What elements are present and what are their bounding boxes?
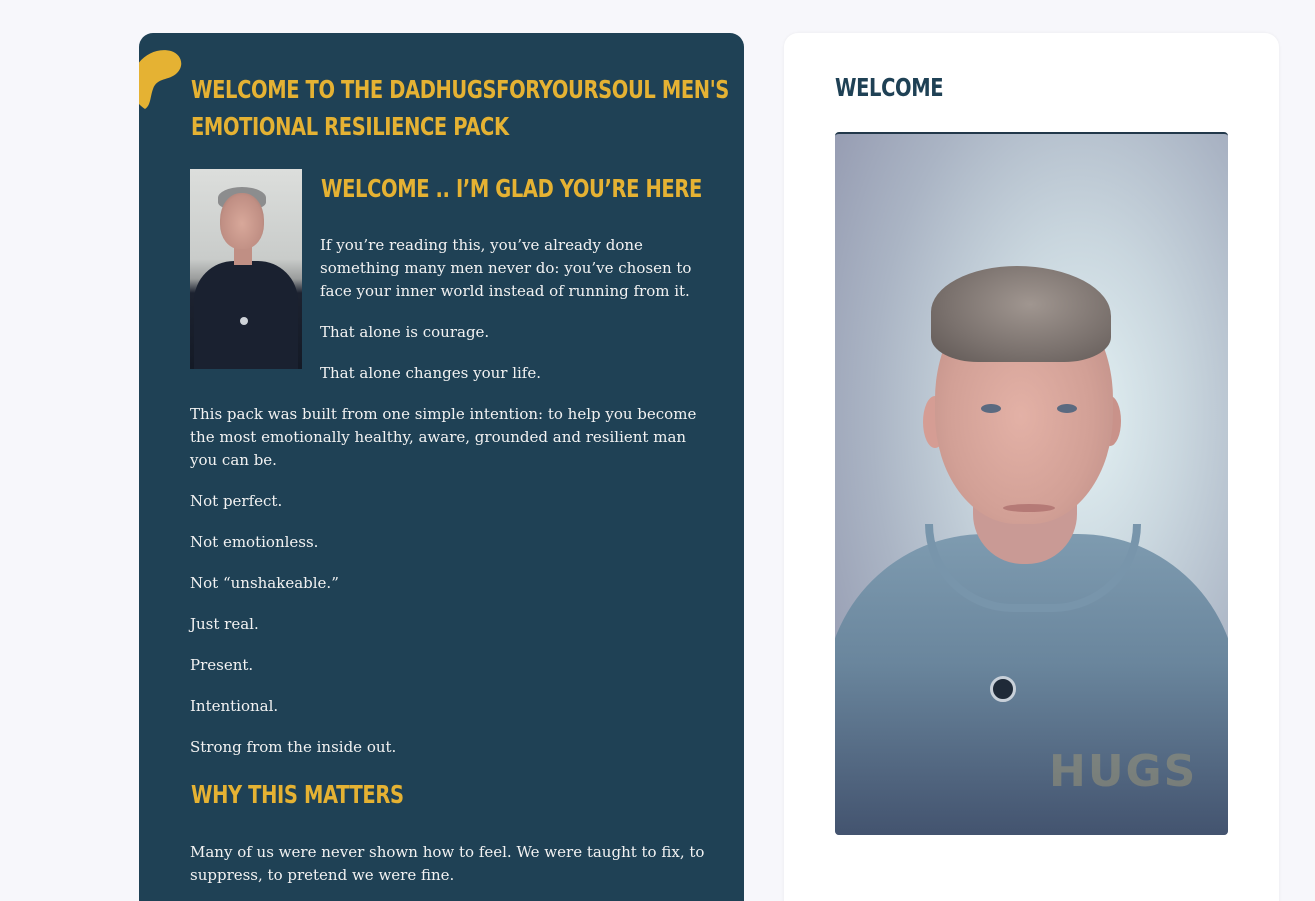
section-heading-why: WHY THIS MATTERS	[191, 780, 404, 809]
short-line: Not “unshakeable.”	[190, 574, 339, 592]
page-title-line-1: WELCOME TO THE DADHUGSFORYOURSOUL MEN'S	[191, 75, 729, 104]
pack-line: This pack was built from one simple intention: to help you become	[190, 405, 697, 423]
short-line: Not perfect.	[190, 492, 283, 510]
courage-line: That alone is courage.	[320, 323, 490, 341]
changes-line: That alone changes your life.	[320, 364, 541, 382]
why-line: Many of us were never shown how to feel. We were taught to fix, to	[190, 843, 705, 861]
decorative-blob-icon	[139, 47, 183, 109]
welcome-video-card	[784, 33, 1279, 901]
short-line: Strong from the inside out.	[190, 738, 397, 756]
shirt-print: HUGS	[1049, 746, 1198, 797]
shirt-badge-icon	[990, 676, 1016, 702]
page-title-line-2: EMOTIONAL RESILIENCE PACK	[191, 112, 509, 141]
why-paragraph	[190, 841, 704, 887]
short-line: Present.	[190, 656, 254, 674]
intro-line: If you’re reading this, you’ve already done	[320, 236, 643, 254]
section-heading-welcome: WELCOME .. I’M GLAD YOU’RE HERE	[321, 174, 702, 203]
welcome-text-panel	[139, 33, 744, 901]
why-line: suppress, to pretend we were fine.	[190, 866, 455, 884]
intro-line: something many men never do: you’ve chosen to	[320, 259, 692, 277]
intro-paragraph	[320, 234, 691, 303]
page-title	[191, 71, 729, 145]
short-line: Not emotionless.	[190, 533, 319, 551]
author-portrait	[190, 169, 302, 369]
video-card-title: WELCOME	[835, 73, 944, 102]
intro-line: face your inner world instead of running from it.	[320, 282, 690, 300]
short-line: Intentional.	[190, 697, 279, 715]
pack-intention-paragraph	[190, 403, 696, 472]
short-line: Just real.	[190, 615, 259, 633]
pack-line: the most emotionally healthy, aware, grounded and resilient man	[190, 428, 687, 446]
pack-line: you can be.	[190, 451, 277, 469]
welcome-video-player[interactable]	[835, 132, 1228, 835]
